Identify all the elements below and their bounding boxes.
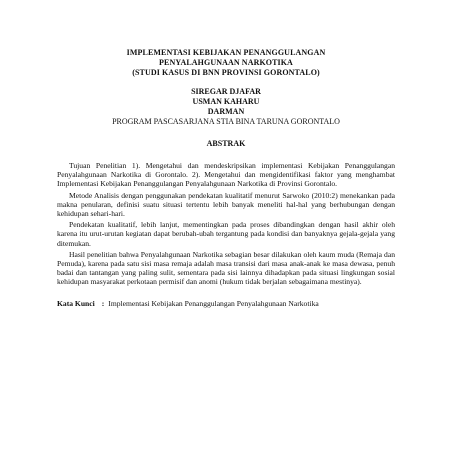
abstract-heading: ABSTRAK — [206, 139, 246, 148]
title-line-2: PENYALAHGUNAAN NARKOTIKA — [159, 58, 293, 67]
paper-title — [57, 48, 395, 78]
author-list — [57, 87, 395, 117]
keywords-label: Kata Kunci — [57, 298, 95, 308]
abstract-body — [57, 161, 395, 287]
abstract-paragraph-3: Pendekatan kualitatif, lebih lanjut, mementingkan pada proses dibandingkan dengan hasil akhir oleh karena itu urut-urutan kegiatan dapat berubah-ubah tergantung pada kondisi dan banyaknya gejala-gejala yang ditemukan. — [57, 220, 395, 248]
title-line-3: (STUDI KASUS DI BNN PROVINSI GORONTALO) — [132, 68, 320, 77]
keywords-text: Implementasi Kebijakan Penanggulangan Penyalahgunaan Narkotika — [108, 298, 319, 308]
abstract-paragraph-2: Metode Analisis dengan penggunakan pendekatan kualitatif menurut Sarwoko (2010:2) menekankan pada makna penularan, definisi suatu situasi tertentu lebih banyak meneliti hal-hal yang berhubungan dengan kehidupan sehari-hari. — [57, 190, 395, 219]
author-1: SIREGAR DJAFAR — [191, 87, 261, 96]
program-affiliation: PROGRAM PASCASARJANA STIA BINA TARUNA GORONTALO — [112, 117, 340, 126]
title-line-1: IMPLEMENTASI KEBIJAKAN PENANGGULANGAN — [126, 48, 326, 57]
keywords-line — [57, 299, 395, 308]
author-3: DARMAN — [207, 107, 245, 116]
keywords-separator: : — [101, 298, 105, 308]
author-2: USMAN KAHARU — [192, 97, 260, 106]
abstract-paragraph-4: Hasil penelitian bahwa Penyalahgunaan Narkotika sebagian besar dilakukan oleh kaum muda (Remaja dan Pemuda), karena pada satu sisi masa remaja adalah masa transisi dari masa anak-anak ke masa dewasa, penuh badai dan tantangan yang paling sulit, sementara pada sisi lainnya dihadapkan pada situasi lingkungan sosial kehidupan masyarakat perkotaan permisif dan anomi (hukum tidak berjalan sebagaimana mestinya). — [57, 249, 395, 287]
abstract-paragraph-1: Tujuan Penelitian 1). Mengetahui dan mendeskripsikan implementasi Kebijakan Penanggulangan Penyalahgunaan Narkotika di Gorontalo. 2). Mengetahui dan mengidentifikasi faktor yang menghambat Implementasi Kebijakan Penanggulangan Penyalahgunaan Narkotika di Provinsi Gorontalo. — [57, 161, 395, 189]
